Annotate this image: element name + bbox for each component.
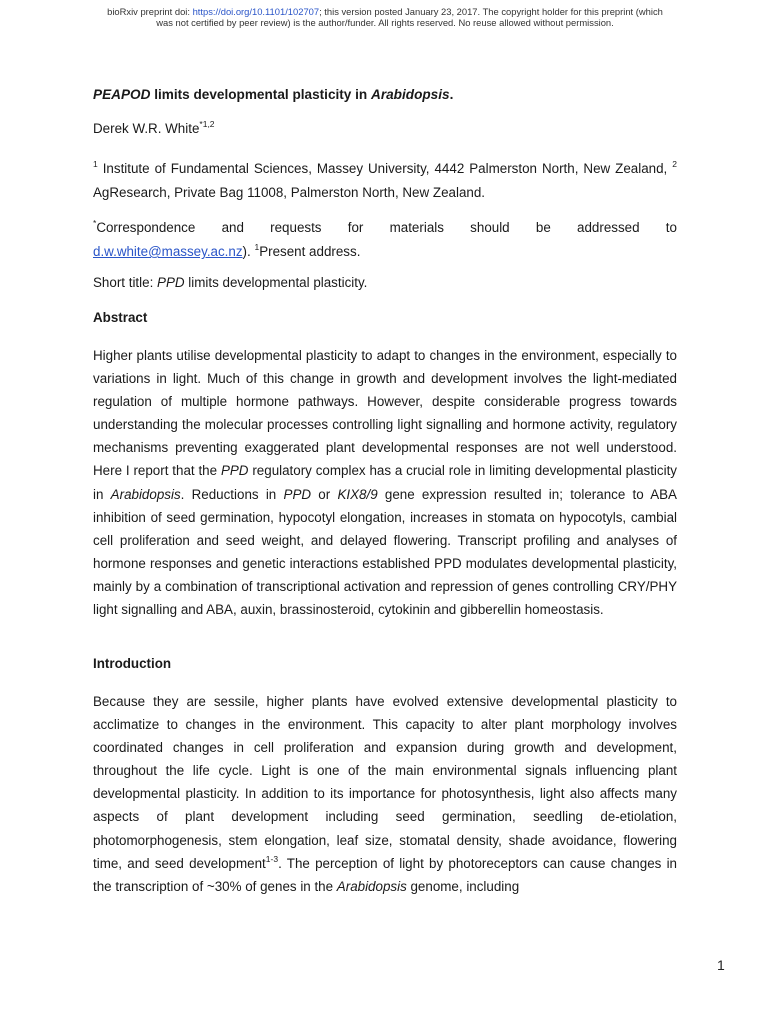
author-name: Derek W.R. White: [93, 121, 200, 136]
corr-star: *: [93, 218, 97, 228]
intro-citation: 1-3: [265, 853, 279, 864]
title-end: .: [449, 87, 454, 102]
short-title-gene: PPD: [157, 275, 185, 290]
preprint-notice: [0, 6, 770, 28]
corr-word-2: requests: [270, 220, 322, 235]
preprint-notice-line1: [0, 6, 770, 17]
affiliations: [93, 157, 677, 205]
email-link[interactable]: d.w.white@massey.ac.nz: [93, 244, 243, 259]
aff-sup2: 2: [672, 159, 677, 169]
short-title-prefix: Short title:: [93, 275, 158, 290]
preprint-notice-line2: was not certified by peer review) is the author/funder. All rights reserved. No reuse allowed without permission.: [156, 17, 614, 28]
notice-suffix: ; this version posted January 23, 2017. The copyright holder for this preprint (which: [319, 6, 663, 17]
abs-italic-kix: KIX8/9: [337, 486, 378, 502]
author-sup: *1,2: [199, 119, 215, 129]
corr-word-7: addressed: [577, 220, 640, 235]
corr-word-1: and: [221, 220, 244, 235]
aff-part1: Institute of Fundamental Sciences, Massey University, 4442 Palmerston North, New Zealand,: [97, 161, 673, 176]
present-sup: 1: [254, 242, 260, 252]
short-title: [93, 275, 677, 290]
corr-after-email: ).: [242, 244, 255, 259]
title-gene: PEAPOD: [93, 87, 151, 102]
title-species: Arabidopsis: [371, 87, 450, 102]
correspondence: [93, 216, 677, 264]
corr-word-4: materials: [389, 220, 444, 235]
page-number: 1: [717, 957, 725, 973]
notice-prefix: bioRxiv preprint doi:: [107, 6, 193, 17]
abs-italic-ppd-2: PPD: [283, 486, 312, 502]
doi-link[interactable]: https://doi.org/10.1101/102707: [192, 6, 320, 17]
corr-word-0: *Correspondence: [93, 218, 196, 235]
corr-word-3: for: [347, 220, 364, 235]
short-title-rest: limits developmental plasticity.: [184, 275, 368, 290]
abs-italic-ppd: PPD: [220, 463, 249, 479]
abstract-heading: Abstract: [93, 310, 148, 325]
correspondence-line2: [93, 240, 677, 264]
paper-title: [93, 87, 677, 102]
correspondence-line1: [93, 216, 677, 240]
present-text: Present address.: [259, 244, 361, 259]
introduction-body: Because they are sessile, higher plants have evolved extensive developmental plasticity to acclimatize to changes in the environment. This capacity to alter plant morphology involves coordinated changes in cell proliferation and expansion during growth and development, throughout the life cycle. Light is one of the main environmental signals influencing plant developmental plasticity. In addition to its importance for photosynthesis, light also affects many aspects of plant development including seed germination, seedling de-etiolation, photomorphogenesis, stem elongation, leaf size, stomatal density, shade avoidance, flowering time, and seed development$^{1-3}$. The perception of light by photoreceptors can cause changes in the transcription of ~30% of genes in the Arabidopsis genome, including: [93, 694, 677, 894]
introduction-heading: Introduction: [93, 656, 172, 671]
aff-sup1: 1: [93, 159, 98, 169]
corr-word-5: should: [470, 220, 510, 235]
intro-italic-arabidopsis: Arabidopsis: [336, 878, 407, 894]
abstract-body: Higher plants utilise developmental plasticity to adapt to changes in the environment, especially to variations in light. Much of this change in growth and development involves the light-mediated regulation of multiple hormone pathways. However, despite considerable progress towards understanding the molecular processes controlling light signalling and hormone activity, regulatory mechanisms preventing exaggerated plant developmental responses are not well understood. Here I report that the PPD regulatory complex has a crucial role in limiting developmental plasticity in Arabidopsis. Reductions in PPD or KIX8/9 gene expression resulted in; tolerance to ABA inhibition of seed germination, hypocotyl elongation, increases in stomata on hypocotyls, cambial cell proliferation and seed weight, and delayed flowering. Transcript profiling and analyses of hormone responses and genetic interactions established PPD modulates developmental plasticity, mainly by a combination of transcriptional activation and repression of genes controlling CRY/PHY light signalling and ABA, auxin, brassinosteroid, cytokinin and gibberellin homeostasis.: [93, 348, 677, 618]
author-line: [93, 121, 677, 136]
aff-part2: AgResearch, Private Bag 11008, Palmerston North, New Zealand.: [93, 185, 486, 200]
corr-word-8: to: [665, 220, 677, 235]
title-middle: limits developmental plasticity in: [150, 87, 372, 102]
corr-word-6: be: [535, 220, 551, 235]
abs-italic-arabidopsis: Arabidopsis: [110, 486, 181, 502]
